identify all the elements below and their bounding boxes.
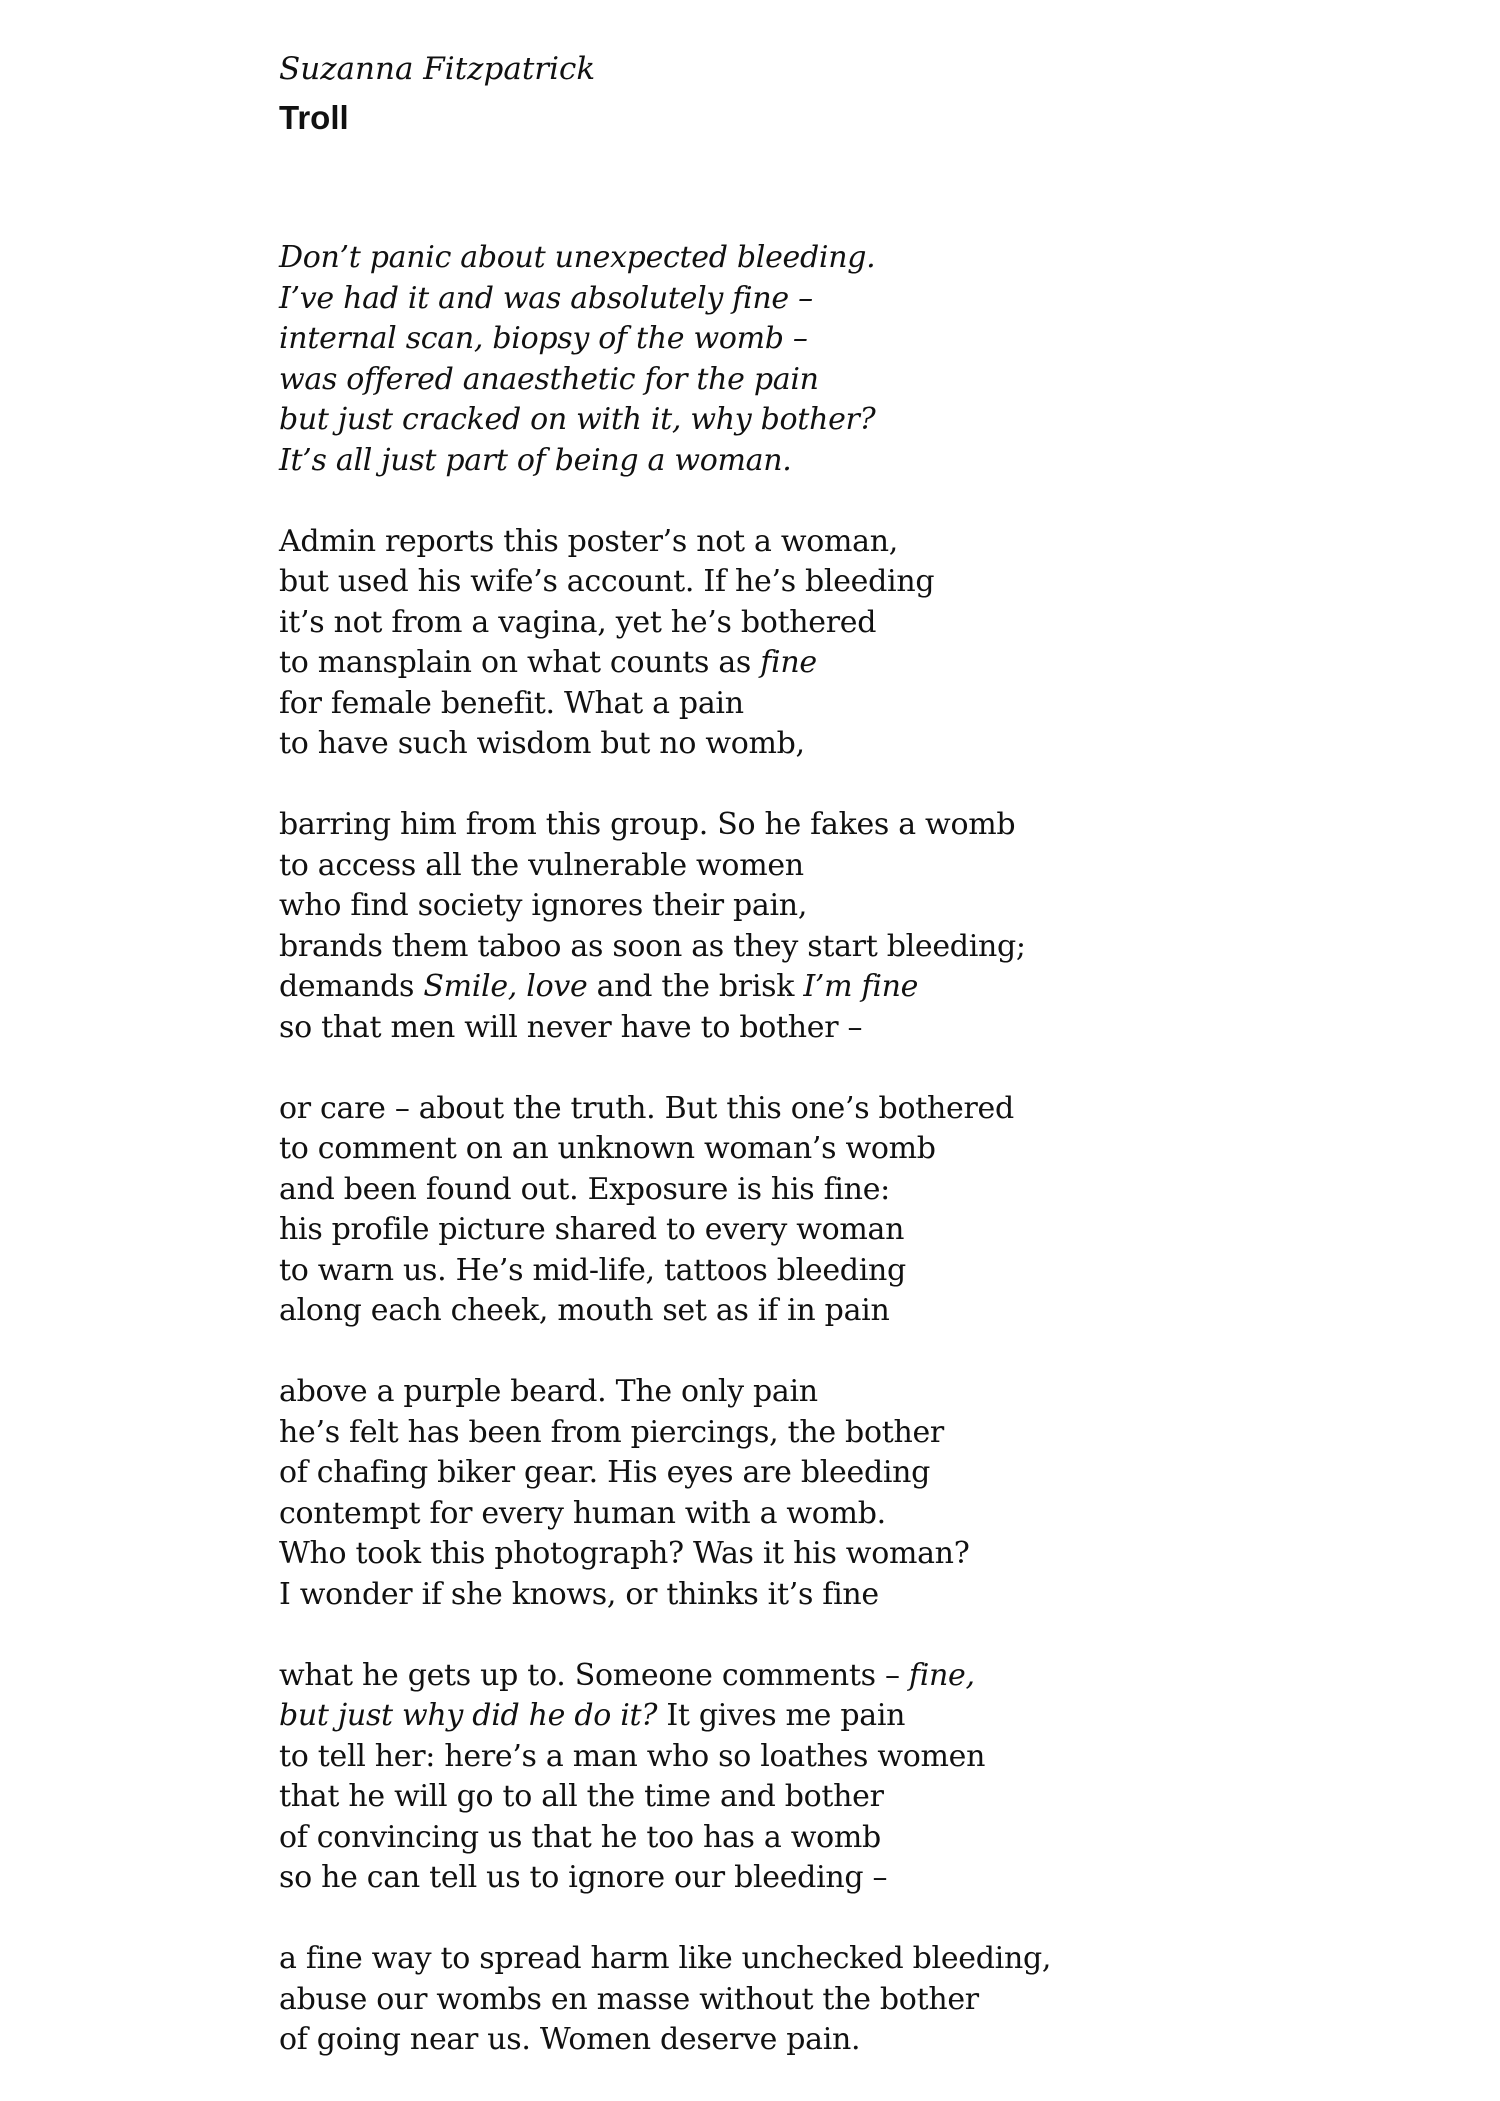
poem-title: Troll (279, 99, 349, 136)
stanza-1 (279, 238, 1429, 481)
poem-line (279, 1534, 1429, 1575)
line-text: to mansplain on what counts as (279, 645, 761, 680)
poem-line (279, 1413, 1429, 1454)
poem-line (279, 1291, 1429, 1332)
italic-text: internal scan, biopsy of the womb – (279, 321, 808, 356)
line-text: or care – about the truth. But this one’s bothered (279, 1090, 1014, 1126)
line-text: his profile picture shared to every woman (279, 1212, 905, 1247)
line-text: of convincing us that he too has a womb (279, 1819, 881, 1855)
stanza-4 (279, 1089, 1429, 1332)
line-text: a fine way to spread harm like unchecked bleeding, (279, 1941, 1052, 1976)
line-text: demands (279, 969, 424, 1004)
poem-line (279, 279, 1429, 320)
author-name: Suzanna Fitzpatrick (279, 51, 596, 87)
line-text: it’s not from a vagina, yet he’s bothered (279, 604, 877, 640)
poem-line (279, 724, 1429, 765)
italic-text: It’s all just part of being a woman. (279, 442, 792, 478)
stanza-7 (279, 1939, 1429, 2061)
poem-line (279, 1453, 1429, 1494)
poem-line (279, 805, 1429, 846)
poem-line (279, 1251, 1429, 1292)
poem-line (279, 1170, 1429, 1211)
italic-text: fine, (908, 1657, 975, 1693)
poem-line (279, 1696, 1429, 1737)
poem-body (279, 238, 1429, 2061)
poem-line (279, 319, 1429, 360)
poem-line (279, 238, 1429, 279)
poem-line (279, 927, 1429, 968)
poem-line (279, 1980, 1429, 2021)
poem-line (279, 1777, 1429, 1818)
stanza-3 (279, 805, 1429, 1048)
poem-line (279, 643, 1429, 684)
line-text: so he can tell us to ignore our bleeding – (279, 1860, 888, 1895)
stanza-5 (279, 1372, 1429, 1615)
line-text: and been found out. Exposure is his fine: (279, 1171, 890, 1207)
line-text: Admin reports this poster’s not a woman, (279, 523, 898, 559)
italic-text: Smile, love (423, 969, 588, 1004)
line-text: contempt for every human with a womb. (279, 1495, 886, 1531)
line-text: but used his wife’s account. If he’s bleeding (279, 564, 935, 599)
line-text: along each cheek, mouth set as if in pain (279, 1293, 890, 1328)
poem-line (279, 360, 1429, 401)
line-text: of chafing biker gear. His eyes are bleeding (279, 1455, 931, 1490)
line-text: It gives me pain (657, 1698, 906, 1733)
italic-text: I’ve had it and was absolutely fine – (279, 280, 813, 316)
line-text: to access all the vulnerable women (279, 847, 804, 883)
line-text: that he will go to all the time and bother (279, 1779, 884, 1814)
line-text: he’s felt has been from piercings, the bother (279, 1414, 944, 1450)
line-text: to tell her: here’s a man who so loathes women (279, 1738, 986, 1774)
line-text: brands them taboo as soon as they start bleeding; (279, 928, 1026, 964)
italic-text: but just why did he do it? (279, 1698, 658, 1733)
poem-line (279, 522, 1429, 563)
line-text: of going near us. Women deserve pain. (279, 2022, 861, 2057)
line-text: to warn us. He’s mid-life, tattoos bleeding (279, 1252, 906, 1288)
italic-text: Don’t panic about unexpected bleeding. (279, 240, 876, 275)
stanza-6 (279, 1656, 1429, 1899)
poem-line (279, 1210, 1429, 1251)
line-text: and the brisk (587, 969, 804, 1004)
poem-line (279, 441, 1429, 482)
line-text: abuse our wombs en masse without the bother (279, 1981, 979, 2017)
line-text: what he gets up to. Someone comments – (279, 1657, 909, 1693)
line-text: so that men will never have to bother – (279, 1009, 863, 1045)
poem-line (279, 603, 1429, 644)
poem-line (279, 846, 1429, 887)
line-text: Who took this photograph? Was it his woman? (279, 1536, 970, 1571)
poem-line (279, 967, 1429, 1008)
poem-line (279, 1494, 1429, 1535)
italic-text: but just cracked on with it, why bother? (279, 402, 876, 437)
line-text: barring him from this group. So he fakes a womb (279, 807, 1016, 842)
italic-text: fine (760, 645, 817, 680)
poem-line (279, 1818, 1429, 1859)
italic-text: was offered anaesthetic for the pain (279, 361, 819, 397)
poem-line (279, 400, 1429, 441)
poem-line (279, 1575, 1429, 1616)
line-text: I wonder if she knows, or thinks it’s fine (279, 1576, 879, 1612)
poem-page (279, 48, 1429, 2101)
poem-line (279, 886, 1429, 927)
poem-line (279, 1089, 1429, 1130)
italic-text: I’m fine (803, 969, 919, 1004)
line-text: who find society ignores their pain, (279, 888, 808, 923)
poem-line (279, 562, 1429, 603)
line-text: above a purple beard. The only pain (279, 1374, 818, 1409)
stanza-2 (279, 522, 1429, 765)
poem-line (279, 1858, 1429, 1899)
line-text: to have such wisdom but no womb, (279, 726, 805, 761)
poem-line (279, 1129, 1429, 1170)
poem-line (279, 684, 1429, 725)
poem-line (279, 1008, 1429, 1049)
poem-line (279, 1737, 1429, 1778)
poem-line (279, 1939, 1429, 1980)
poem-line (279, 1656, 1429, 1697)
line-text: to comment on an unknown woman’s womb (279, 1131, 936, 1166)
poem-line (279, 2020, 1429, 2061)
poem-line (279, 1372, 1429, 1413)
line-text: for female benefit. What a pain (279, 685, 744, 721)
